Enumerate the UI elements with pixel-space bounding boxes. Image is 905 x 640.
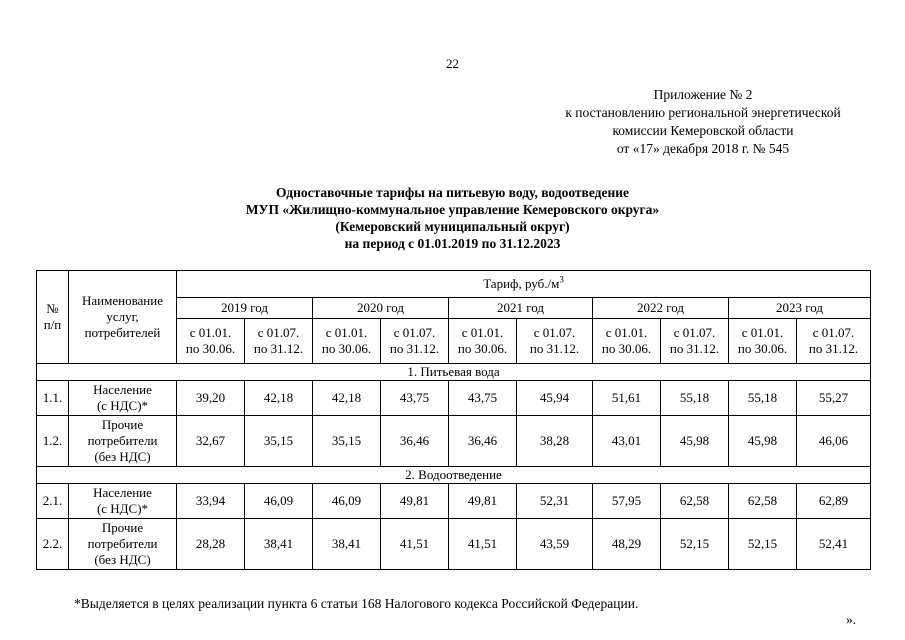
title-line: (Кемеровский муниципальный округ) <box>335 219 570 234</box>
period-line: по 30.06. <box>321 341 372 356</box>
row-number: 2.1. <box>37 484 69 519</box>
period-header <box>593 319 661 364</box>
section-row <box>37 364 871 381</box>
period-line: по 30.06. <box>185 341 236 356</box>
period-header <box>729 319 797 364</box>
appendix-line: комиссии Кемеровской области <box>612 123 794 138</box>
title-line: МУП «Жилищно-коммунальное управление Кемеровского округа» <box>245 202 660 217</box>
appendix-line: Приложение № 2 <box>653 87 753 102</box>
period-line: с 01.01. <box>605 325 648 340</box>
tariff-header-sup: 3 <box>559 274 564 285</box>
service-name <box>69 484 177 519</box>
tariff-value: 62,89 <box>797 484 871 519</box>
service-line: Прочие <box>101 417 144 432</box>
col-number-line: п/п <box>43 317 62 332</box>
tariff-value: 41,51 <box>449 519 517 570</box>
section-row <box>37 467 871 484</box>
section-title: 2. Водоотведение <box>37 467 871 484</box>
tariff-value: 38,41 <box>313 519 381 570</box>
tariff-value: 49,81 <box>381 484 449 519</box>
document-title <box>0 184 905 252</box>
period-header <box>381 319 449 364</box>
tariff-value: 46,06 <box>797 416 871 467</box>
service-line: (без НДС) <box>94 552 151 567</box>
table-row <box>37 519 871 570</box>
tariff-value: 52,31 <box>517 484 593 519</box>
year-header: 2022 год <box>593 298 729 319</box>
tariff-value: 36,46 <box>449 416 517 467</box>
tariff-value: 55,18 <box>729 381 797 416</box>
table-row <box>37 484 871 519</box>
col-number-header <box>37 271 69 364</box>
footnote: *Выделяется в целях реализации пункта 6 статьи 168 Налогового кодекса Российской Федерации. <box>74 596 639 611</box>
tariff-value: 36,46 <box>381 416 449 467</box>
service-line: потребители <box>87 433 158 448</box>
tariff-value: 39,20 <box>177 381 245 416</box>
tariff-value: 46,09 <box>313 484 381 519</box>
service-line: (с НДС)* <box>96 501 149 516</box>
period-line: по 31.12. <box>253 341 304 356</box>
tariff-header-text: Тариф, руб./м <box>483 276 560 291</box>
year-header: 2021 год <box>449 298 593 319</box>
service-line: (с НДС)* <box>96 398 149 413</box>
year-header: 2020 год <box>313 298 449 319</box>
period-line: с 01.07. <box>533 325 576 340</box>
service-line: Прочие <box>101 520 144 535</box>
service-line: потребители <box>87 536 158 551</box>
tariff-value: 33,94 <box>177 484 245 519</box>
tariff-value: 45,98 <box>661 416 729 467</box>
service-name <box>69 416 177 467</box>
title-line: на период с 01.01.2019 по 31.12.2023 <box>344 236 561 251</box>
period-line: по 31.12. <box>808 341 859 356</box>
service-line: Население <box>93 382 152 397</box>
tariff-value: 51,61 <box>593 381 661 416</box>
period-line: с 01.07. <box>393 325 436 340</box>
service-line: Население <box>93 485 152 500</box>
tariff-value: 45,94 <box>517 381 593 416</box>
tariff-value: 43,75 <box>449 381 517 416</box>
period-line: по 31.12. <box>669 341 720 356</box>
tariff-value: 38,28 <box>517 416 593 467</box>
appendix-block <box>543 86 863 158</box>
row-number: 1.2. <box>37 416 69 467</box>
service-name <box>69 519 177 570</box>
period-line: с 01.01. <box>189 325 232 340</box>
page-number: 22 <box>446 56 459 71</box>
period-header <box>245 319 313 364</box>
period-line: с 01.01. <box>741 325 784 340</box>
closing-quote: ». <box>846 612 857 627</box>
table-row <box>37 381 871 416</box>
year-header: 2019 год <box>177 298 313 319</box>
table-row <box>37 416 871 467</box>
period-line: с 01.07. <box>257 325 300 340</box>
tariff-value: 43,75 <box>381 381 449 416</box>
tariff-value: 48,29 <box>593 519 661 570</box>
period-header <box>313 319 381 364</box>
tariff-value: 49,81 <box>449 484 517 519</box>
tariff-value: 45,98 <box>729 416 797 467</box>
tariff-value: 35,15 <box>245 416 313 467</box>
tariff-value: 62,58 <box>661 484 729 519</box>
tariff-value: 42,18 <box>245 381 313 416</box>
period-line: с 01.01. <box>461 325 504 340</box>
appendix-line: от «17» декабря 2018 г. № 545 <box>616 141 790 156</box>
tariff-value: 55,27 <box>797 381 871 416</box>
tariff-value: 46,09 <box>245 484 313 519</box>
service-name <box>69 381 177 416</box>
period-line: по 31.12. <box>529 341 580 356</box>
period-line: по 30.06. <box>601 341 652 356</box>
tariff-value: 41,51 <box>381 519 449 570</box>
period-header <box>797 319 871 364</box>
period-line: по 30.06. <box>737 341 788 356</box>
period-line: с 01.07. <box>673 325 716 340</box>
table-body <box>37 271 871 570</box>
tariff-value: 62,58 <box>729 484 797 519</box>
tariff-value: 52,41 <box>797 519 871 570</box>
tariff-value: 43,01 <box>593 416 661 467</box>
tariff-value: 35,15 <box>313 416 381 467</box>
service-line: (без НДС) <box>94 449 151 464</box>
period-line: по 31.12. <box>389 341 440 356</box>
tariff-value: 32,67 <box>177 416 245 467</box>
period-line: по 30.06. <box>457 341 508 356</box>
tariff-value: 57,95 <box>593 484 661 519</box>
tariff-value: 28,28 <box>177 519 245 570</box>
title-line: Одноставочные тарифы на питьевую воду, водоотведение <box>275 185 630 200</box>
period-header <box>177 319 245 364</box>
row-number: 1.1. <box>37 381 69 416</box>
tariff-value: 52,15 <box>729 519 797 570</box>
tariff-value: 42,18 <box>313 381 381 416</box>
period-line: с 01.01. <box>325 325 368 340</box>
appendix-line: к постановлению региональной энергетической <box>565 105 841 120</box>
row-number: 2.2. <box>37 519 69 570</box>
col-service-header: Наименование услуг, потребителей <box>69 271 177 364</box>
tariff-header <box>177 271 871 298</box>
year-header: 2023 год <box>729 298 871 319</box>
period-header <box>449 319 517 364</box>
tariff-value: 55,18 <box>661 381 729 416</box>
period-line: с 01.07. <box>812 325 855 340</box>
tariff-table <box>36 270 871 570</box>
period-header <box>517 319 593 364</box>
tariff-value: 38,41 <box>245 519 313 570</box>
tariff-value: 52,15 <box>661 519 729 570</box>
period-header <box>661 319 729 364</box>
section-title: 1. Питьевая вода <box>37 364 871 381</box>
col-number-line: № <box>46 301 59 316</box>
header-row-tariff <box>37 271 871 298</box>
tariff-value: 43,59 <box>517 519 593 570</box>
